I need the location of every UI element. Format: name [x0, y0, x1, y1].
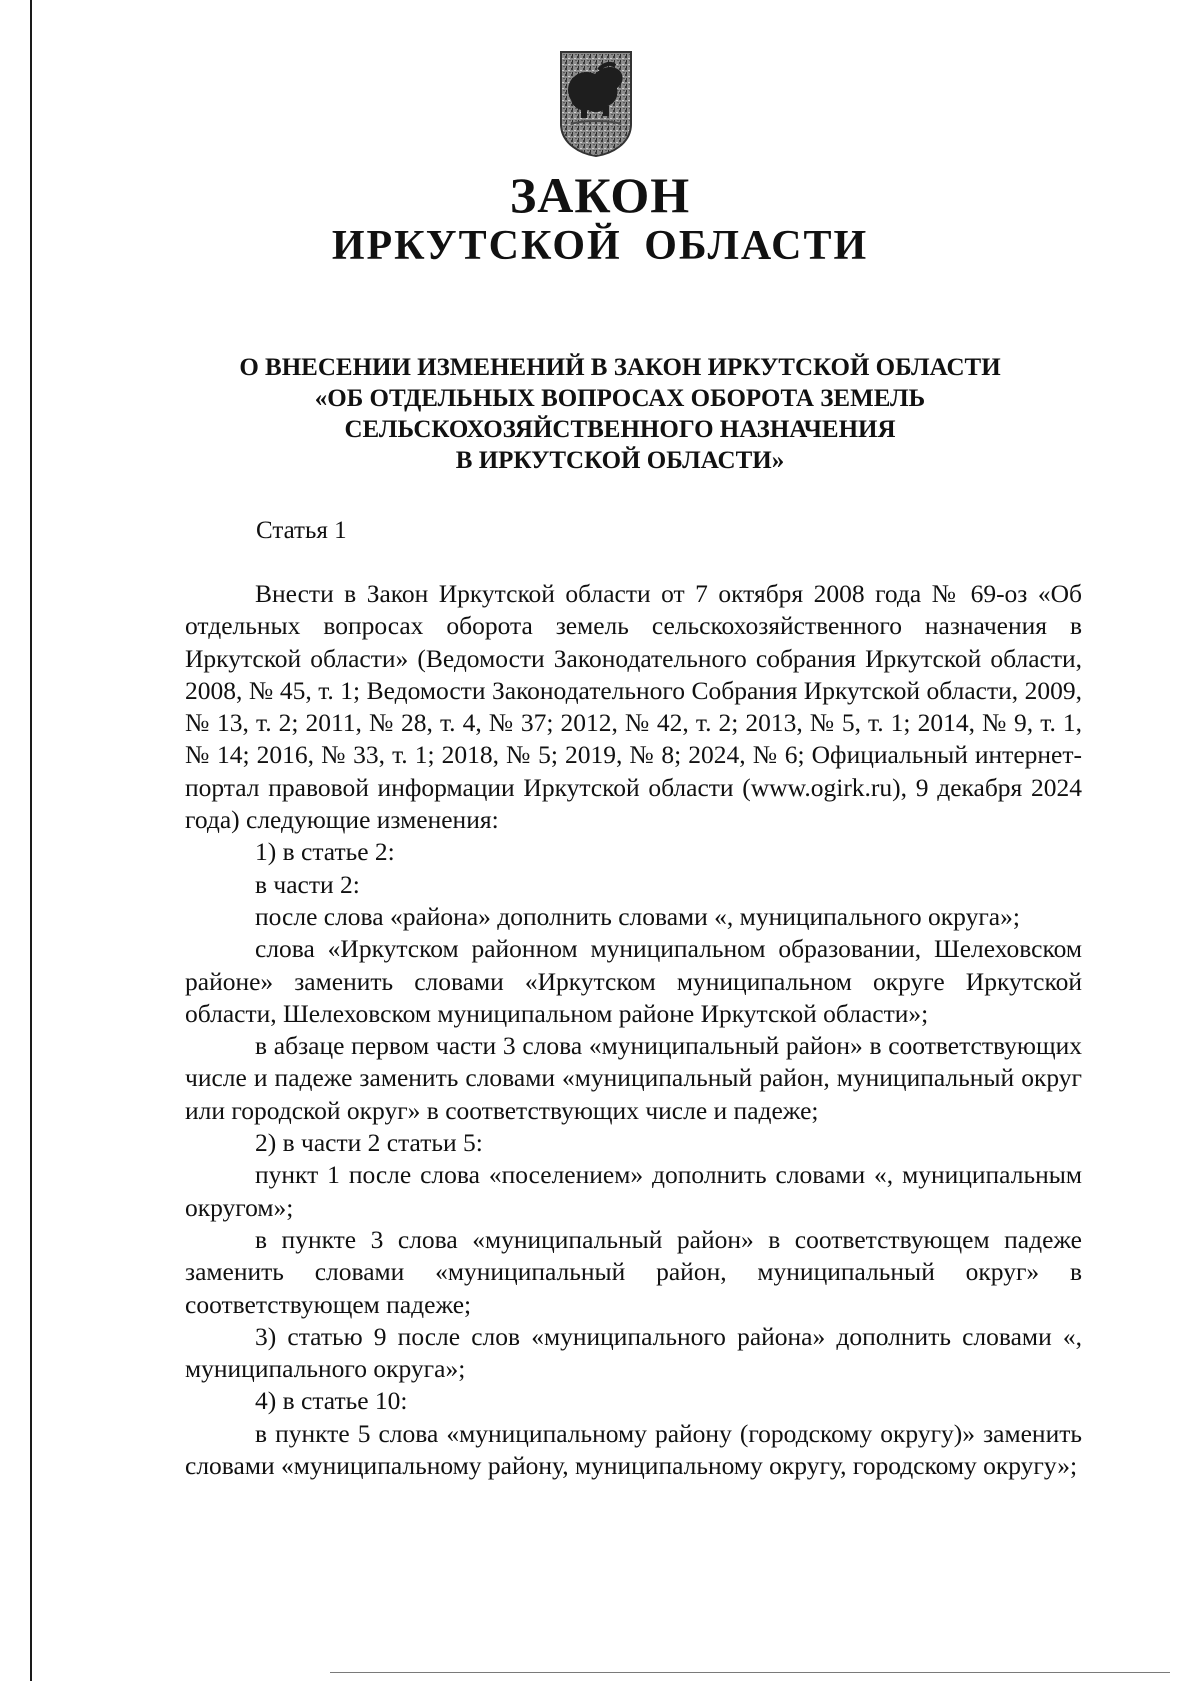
article-paragraph: в части 2: — [255, 869, 360, 899]
law-heading — [210, 352, 1030, 476]
article-label: Статья 1 — [256, 517, 347, 544]
article-paragraph: после слова «района» дополнить словами «, муниципального округа»; — [255, 901, 1020, 931]
scan-edge-bottom — [330, 1672, 1170, 1673]
heading-line: «ОБ ОТДЕЛЬНЫХ ВОПРОСАХ ОБОРОТА ЗЕМЕЛЬ — [314, 385, 926, 412]
article-paragraph: 2) в части 2 статьи 5: — [255, 1128, 483, 1158]
article-paragraph: Внести в Закон Иркутской области от 7 октября 2008 года № 69-оз «Об отдельных вопросах оборота земель сельскохозяйственного назначения в Иркутской области» (Ведомости Законодательного собрания Иркутской области, 2008, № 45, т. 1; Ведомости Законодательного Собрания Иркутской области, 2009, № 13, т. 2; 2011, № 28, т. 4, № 37; 2012, № 42, т. 2; 2013, № 5, т. 1; 2014, № 9, т. 1, № 14; 2016, № 33, т. 1; 2018, № 5; 2019, № 8; 2024, № 6; Официальный интернет-портал правовой информации Иркутской области (www.ogirk.ru), 9 декабря 2024 года) следующие изменения: — [185, 579, 1082, 835]
article-paragraph: пункт 1 после слова «поселением» дополнить словами «, муниципальным округом»; — [185, 1160, 1082, 1222]
coat-of-arms-icon — [559, 50, 633, 158]
article-paragraph: в пункте 5 слова «муниципальному району (городскому округу)» заменить словами «муниципальному району, муниципальному округу, городскому округу»; — [185, 1418, 1082, 1481]
article-paragraph: в пункте 3 слова «муниципальный район» в соответствующем падеже заменить словами «муниципальный район, муниципальный округ» в соответствующем падеже; — [185, 1224, 1082, 1319]
heading-line: В ИРКУТСКОЙ ОБЛАСТИ» — [455, 447, 785, 474]
article-body — [185, 578, 1082, 1482]
heading-line: СЕЛЬСКОХОЗЯЙСТВЕННОГО НАЗНАЧЕНИЯ — [344, 416, 896, 443]
law-region-title: ИРКУТСКОЙ ОБЛАСТИ — [331, 223, 869, 269]
article-paragraph: 4) в статье 10: — [255, 1386, 408, 1416]
article-paragraph: 1) в статье 2: — [255, 837, 395, 867]
article-paragraph: 3) статью 9 после слов «муниципального района» дополнить словами «, муниципального округа»; — [185, 1321, 1082, 1384]
law-title: ЗАКОН — [509, 167, 691, 223]
heading-line: О ВНЕСЕНИИ ИЗМЕНЕНИЙ В ЗАКОН ИРКУТСКОЙ ОБЛАСТИ — [239, 354, 1001, 381]
article-paragraph: слова «Иркутском районном муниципальном образовании, Шелеховском районе» заменить словами «Иркутском муниципальном округе Иркутской области, Шелеховском муниципальном районе Иркутской области»; — [185, 934, 1082, 1028]
article-paragraph: в абзаце первом части 3 слова «муниципальный район» в соответствующих числе и падеже заменить словами «муниципальный район, муниципальный округ или городской округ» в соответствующих числе и падеже; — [185, 1031, 1082, 1125]
